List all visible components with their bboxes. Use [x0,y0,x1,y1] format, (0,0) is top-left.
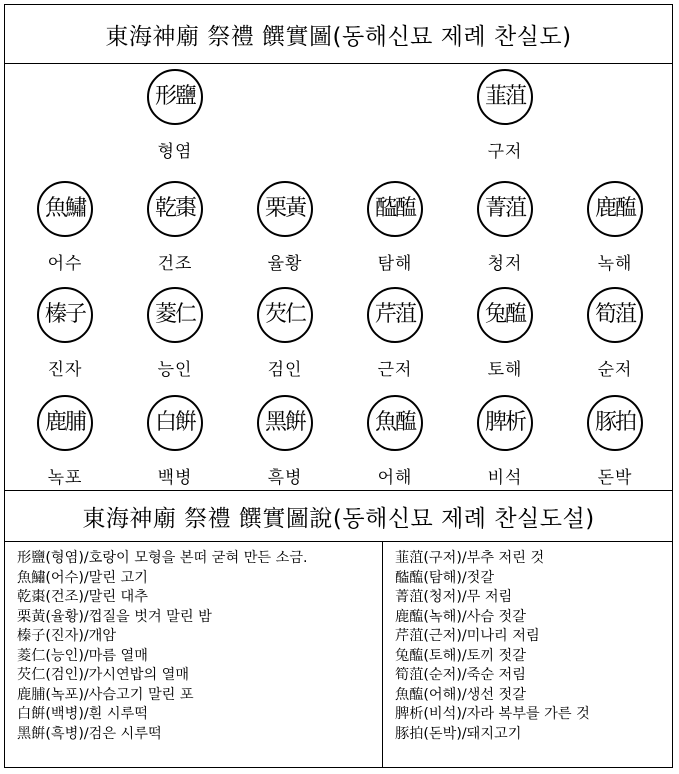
legend-entry: 韮菹(구저)/부추 저린 것 [395,550,545,566]
offering-item [230,181,340,281]
offering-item [230,287,340,387]
offering-item [450,69,560,169]
offering-item [560,287,670,387]
legend-entry: 魚鱐(어수)/말린 고기 [17,569,148,586]
legend-entry: 菱仁(능인)/마름 열매 [17,647,148,664]
legend-left-column [5,541,383,767]
offering-label: 비석 [487,468,523,488]
offering-item [340,395,450,495]
offering-seal: 兔醢 [477,287,533,343]
offering-item [340,181,450,281]
chart-frame [4,4,673,768]
page-title: 東海神廟 祭禮 饌實圖(동해신묘 제례 찬실도) [5,5,672,64]
offering-label: 토해 [487,360,523,380]
legend-entry: 乾棗(건조)/말린 대추 [17,589,148,605]
offering-label: 어해 [377,468,413,488]
legend-entry: 鹿脯(녹포)/사슴고기 말린 포 [17,686,194,703]
legend-title: 東海神廟 祭禮 饌實圖說(동해신묘 제례 찬실도설) [5,490,672,542]
offering-label: 탐해 [377,254,413,274]
offering-label: 율황 [267,254,303,274]
offering-item [120,69,230,169]
offering-label: 청저 [487,254,523,274]
legend-entry: 菁菹(청저)/무 저림 [395,589,513,605]
offering-item [120,395,230,495]
offering-seal: 豚拍 [587,395,643,451]
offering-item [450,181,560,281]
legend-entry: 兔醢(토해)/토끼 젓갈 [395,647,526,664]
legend-right-column [383,541,672,767]
offering-item [120,287,230,387]
offering-seal: 榛子 [37,287,93,343]
offering-label: 형염 [157,142,193,162]
legend-entry: 黑餠(흑병)/검은 시루떡 [17,725,162,742]
offering-seal: 韮菹 [477,69,533,125]
offering-label: 돈박 [597,468,633,488]
offering-label: 흑병 [267,468,303,488]
offering-item [560,181,670,281]
legend-entry: 鹿醢(녹해)/사슴 젓갈 [395,608,526,625]
offering-label: 능인 [157,360,193,380]
offering-seal: 脾析 [477,395,533,451]
offering-item [10,287,120,387]
offering-seal: 形鹽 [147,69,203,125]
offering-item [560,395,670,495]
offering-label: 진자 [47,360,83,380]
offering-label: 어수 [47,254,83,274]
offering-label: 구저 [487,142,523,162]
legend-entry: 栗黃(율황)/껍질을 벗겨 말린 밤 [17,608,212,625]
legend-entry: 榛子(진자)/개암 [17,628,117,644]
offering-label: 검인 [267,360,303,380]
offering-label: 녹포 [47,468,83,488]
offering-label: 녹해 [597,254,633,274]
legend-entry: 芹菹(근저)/미나리 저림 [395,628,540,644]
legend-entry: 芡仁(검인)/가시연밥의 열매 [17,667,190,683]
legend-entry: 形鹽(형염)/호랑이 모형을 본떠 굳혀 만든 소금. [17,550,308,566]
legend-entry: 筍菹(순저)/죽순 저림 [395,667,526,683]
offering-seal: 魚鱐 [37,181,93,237]
offering-seal: 黑餠 [257,395,313,451]
offering-seal: 魚醢 [367,395,423,451]
offering-seal: 栗黃 [257,181,313,237]
offering-label: 근저 [377,360,413,380]
offering-seal: 菱仁 [147,287,203,343]
offering-item [340,287,450,387]
offering-item [120,181,230,281]
offering-label: 건조 [157,254,193,274]
offering-label: 순저 [597,360,633,380]
offering-seal: 芹菹 [367,287,423,343]
offering-seal: 鹿醢 [587,181,643,237]
legend-entry: 脾析(비석)/자라 복부를 가른 것 [395,706,590,722]
legend-entry: 醓醢(탐해)/젓갈 [395,569,495,586]
legend-entry: 豚拍(돈박)/돼지고기 [395,725,522,742]
offering-item [450,395,560,495]
offering-item [10,181,120,281]
offering-seal: 菁菹 [477,181,533,237]
offering-label: 백병 [157,468,193,488]
offering-seal: 芡仁 [257,287,313,343]
offering-seal: 白餠 [147,395,203,451]
offering-item [450,287,560,387]
legend-entry: 白餠(백병)/흰 시루떡 [17,706,148,722]
offering-seal: 筍菹 [587,287,643,343]
offering-seal: 乾棗 [147,181,203,237]
legend-entry: 魚醢(어해)/생선 젓갈 [395,686,526,703]
offering-seal: 鹿脯 [37,395,93,451]
offering-seal: 醓醢 [367,181,423,237]
offering-item [10,395,120,495]
offering-item [230,395,340,495]
